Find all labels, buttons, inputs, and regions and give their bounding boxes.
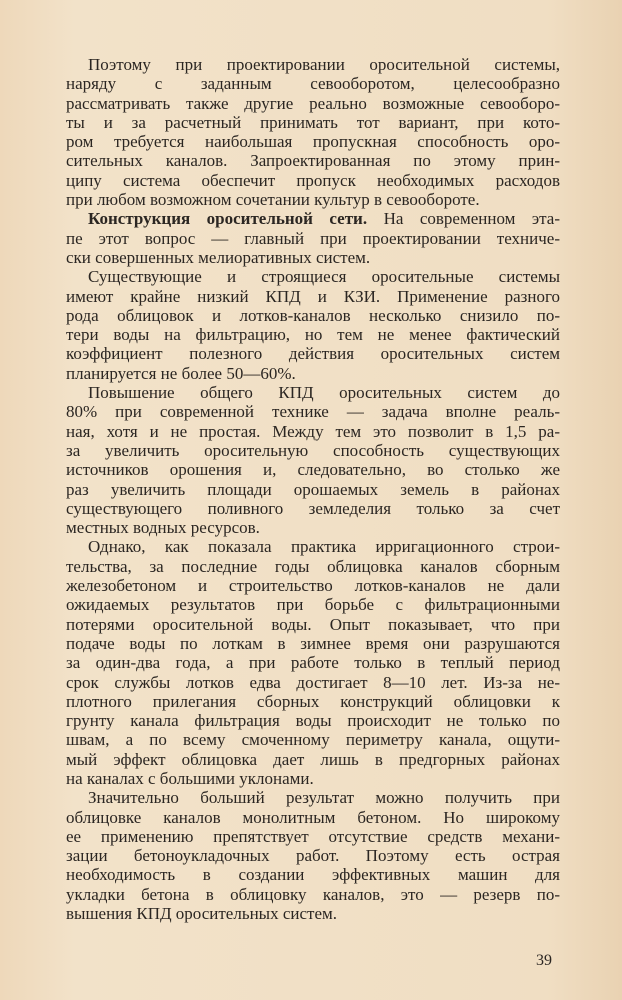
- text-line: местных водных ресурсов.: [66, 518, 260, 538]
- section-run-in-heading: Конструкция оросительной сети.: [88, 209, 368, 229]
- text-line: источников орошения и, следовательно, во столько же: [66, 460, 560, 480]
- text-line: необходимость в создании эффективных машин для: [66, 865, 560, 885]
- text-line: ты и за расчетный принимать тот вариант, при кото-: [66, 112, 560, 132]
- text-line: пе этот вопрос — главный при проектировании техниче-: [66, 228, 560, 248]
- text-line: тельства, за последние годы облицовка каналов сборным: [66, 556, 560, 576]
- paragraph-5: [66, 537, 560, 788]
- paragraph-1: [66, 55, 560, 209]
- text-line: Значительно больший результат можно получить при: [88, 788, 560, 808]
- text-line: имеют крайне низкий КПД и КЗИ. Применение разного: [66, 286, 560, 306]
- text-line: рассматривать также другие реально возможные севооборо-: [66, 93, 560, 113]
- text-line: грунту канала фильтрация воды происходит не только по: [66, 711, 560, 731]
- text-line: подаче воды по лоткам в зимнее время они разрушаются: [66, 633, 560, 653]
- text-line: швам, а по всему смоченному периметру канала, ощути-: [66, 730, 560, 750]
- text-line: планируется не более 50—60%.: [66, 363, 296, 383]
- page-number: 39: [536, 952, 552, 969]
- text-line: укладки бетона в облицовку каналов, это — резерв по-: [66, 884, 560, 904]
- text-line: вышения КПД оросительных систем.: [66, 904, 338, 924]
- text-line: облицовке каналов монолитным бетоном. Но широкому: [66, 807, 560, 827]
- text-line: коэффициент полезного действия оросительных систем: [66, 344, 560, 364]
- text-line: Однако, как показала практика ирригационного строи-: [88, 537, 560, 557]
- text-line: рода облицовок и лотков-каналов несколько снизило по-: [66, 305, 560, 325]
- text-line: ром требуется наибольшая пропускная способность оро-: [66, 132, 560, 152]
- text-line: сительных каналов. Запроектированная по этому прин-: [66, 151, 560, 171]
- text-line: железобетоном и строительство лотков-каналов не дали: [66, 576, 560, 596]
- text-line: Поэтому при проектировании оросительной системы,: [88, 55, 560, 74]
- text-line: за увеличить оросительную способность существующих: [66, 440, 560, 460]
- text-line: мый эффект облицовка дает лишь в предгорных районах: [66, 749, 560, 769]
- paragraph-4: [66, 383, 560, 537]
- text-line: [66, 209, 560, 228]
- text-line: ожидаемых результатов при борьбе с фильтрационными: [66, 595, 560, 615]
- paragraph-3: [66, 267, 560, 383]
- text-line: наряду с заданным севооборотом, целесообразно: [66, 74, 560, 94]
- text-line: зации бетоноукладочных работ. Поэтому есть острая: [66, 846, 560, 866]
- text-line: 80% при современной технике — задача вполне реаль-: [66, 402, 560, 422]
- text-fragment: На современном эта-: [367, 209, 560, 229]
- body-text: [66, 55, 560, 923]
- text-line: срок службы лотков едва достигает 8—10 лет. Из-за не-: [66, 672, 560, 692]
- text-line: на каналах с большими уклонами.: [66, 768, 314, 788]
- text-line: ски совершенных мелиоративных систем.: [66, 247, 371, 267]
- text-line: тери воды на фильтрацию, но тем не менее фактический: [66, 325, 560, 345]
- paragraph-2: [66, 209, 560, 267]
- text-line: ее применению препятствует отсутствие средств механи-: [66, 826, 560, 846]
- text-line: ная, хотя и не простая. Между тем это позволит в 1,5 ра-: [66, 421, 560, 441]
- text-line: при любом возможном сочетании культур в севообороте.: [66, 190, 480, 210]
- text-line: существующего поливного земледелия только за счет: [66, 498, 560, 518]
- text-line: раз увеличить площади орошаемых земель в районах: [66, 479, 560, 499]
- paragraph-6: [66, 788, 560, 923]
- text-line: за один-два года, а при работе только в теплый период: [66, 653, 560, 673]
- text-line: плотного прилегания сборных конструкций облицовки к: [66, 691, 560, 711]
- text-line: потерями оросительной воды. Опыт показывает, что при: [66, 614, 560, 634]
- text-line: ципу система обеспечит пропуск необходимых расходов: [66, 170, 560, 190]
- text-line: Повышение общего КПД оросительных систем до: [88, 383, 560, 403]
- text-line: Существующие и строящиеся оросительные системы: [88, 267, 560, 287]
